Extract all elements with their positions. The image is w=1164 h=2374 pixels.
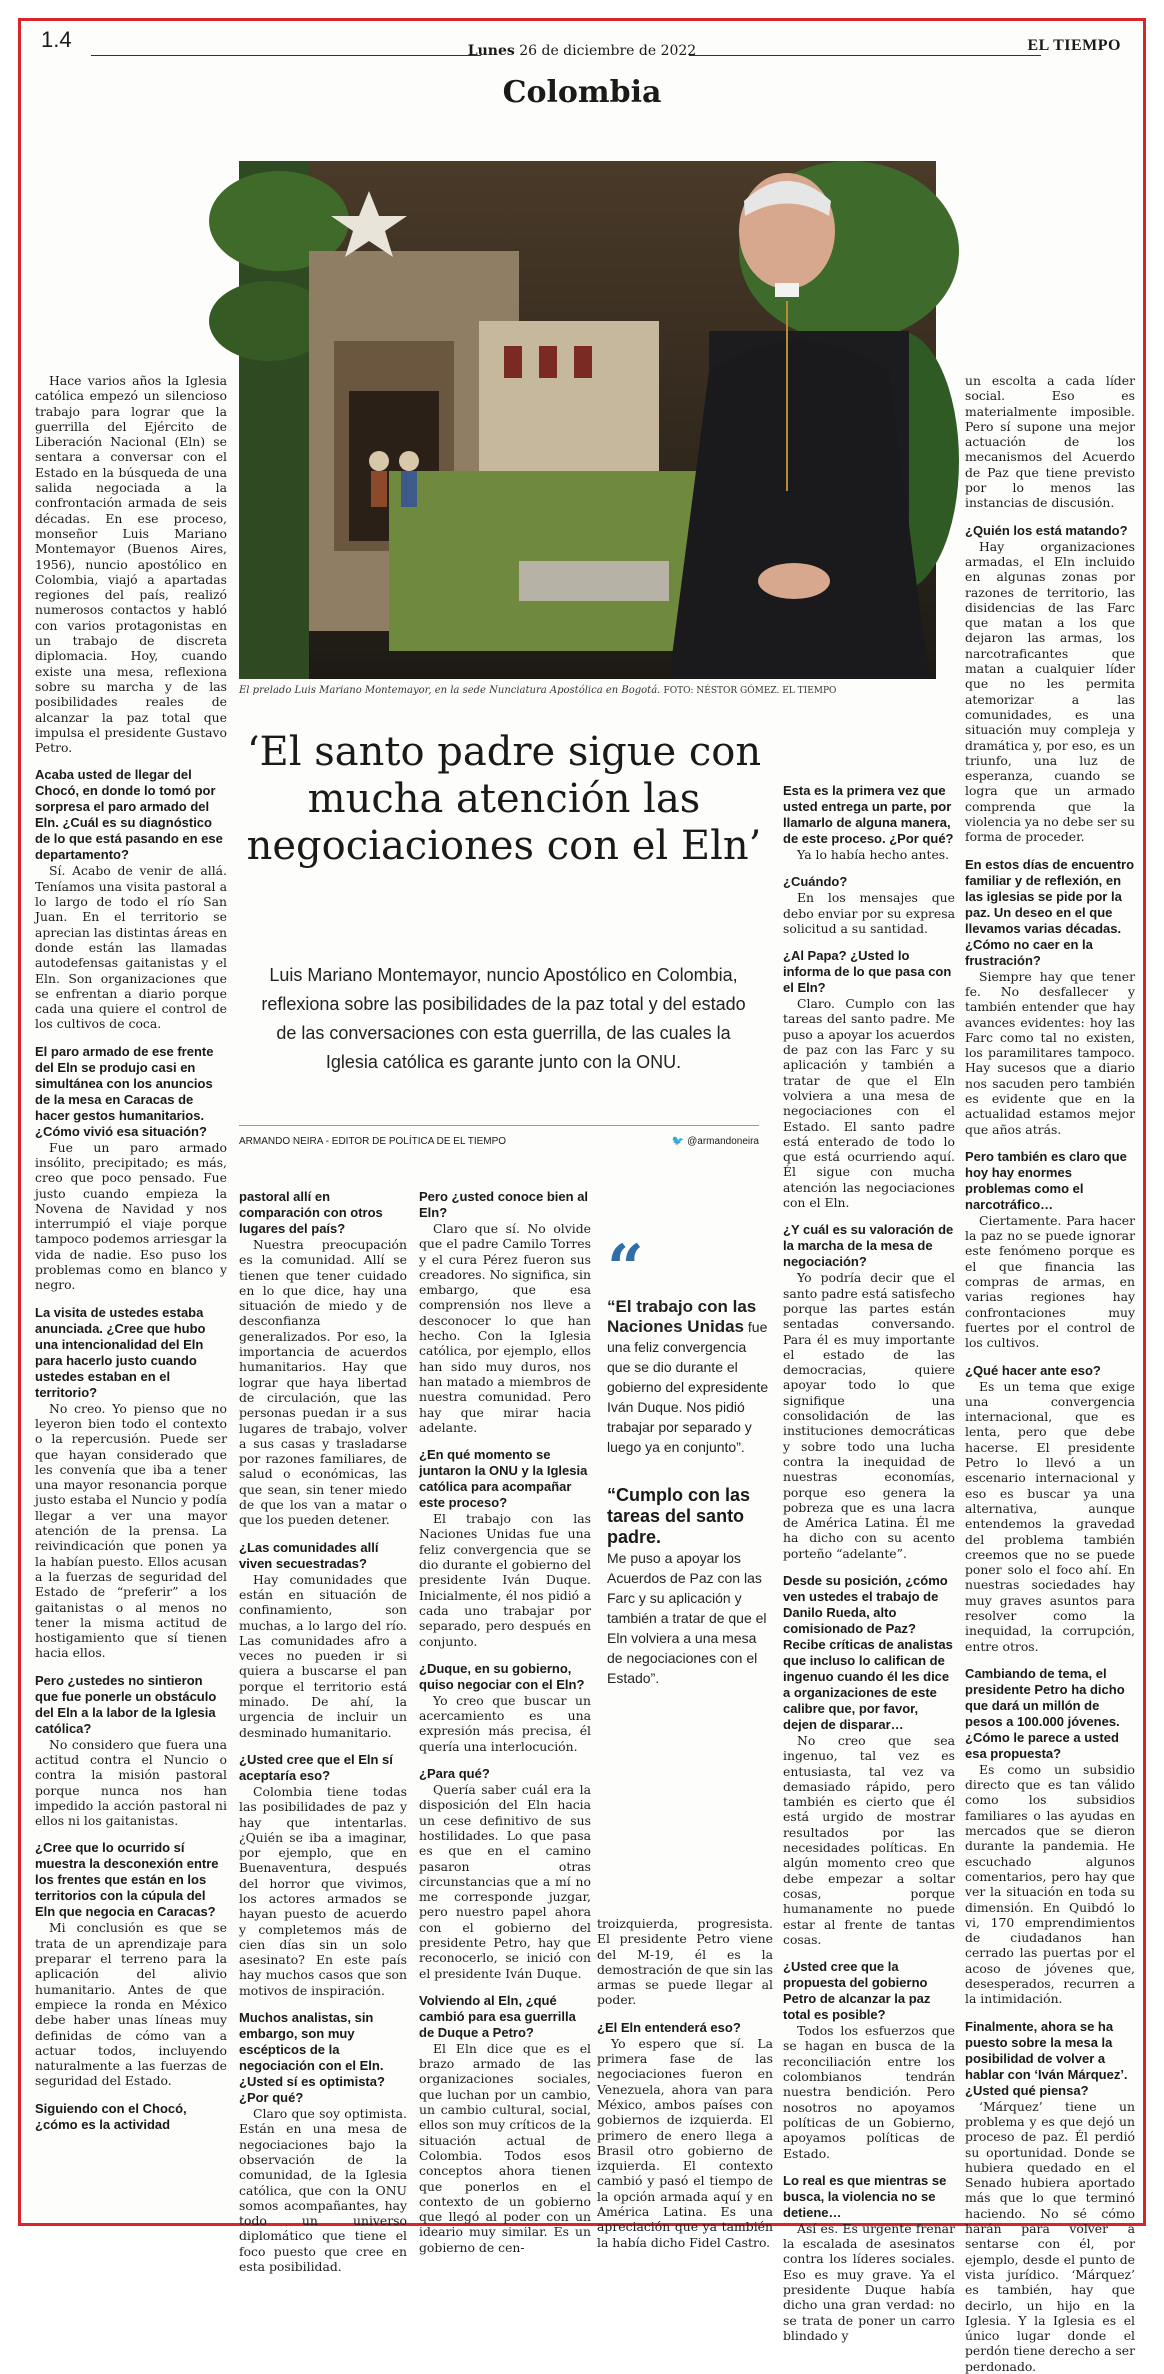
column-3	[419, 1189, 591, 2255]
headline: ‘El santo padre sigue con mucha atención las negociaciones con el Eln’	[246, 729, 762, 869]
photo-credit: FOTO: NÉSTOR GÓMEZ. EL TIEMPO	[663, 686, 837, 696]
answer-paragraph: Claro que soy optimista. Están en una mesa de negociaciones bajo la observación de la comunidad, de la Iglesia católica, que con la ONU somos acompañantes, hay todo un universo diplomático que tiene el foco puesto que cree en esta posibilidad.	[239, 2106, 407, 2275]
answer-paragraph: El trabajo con las Naciones Unidas fue una feliz convergencia que se dio durante el gobierno del presidente Iván Duque. Inicialmente, él nos pidió a cada uno trabajar por separado, pero después en conjunto.	[419, 1511, 591, 1649]
question: ¿Para qué?	[419, 1766, 490, 1782]
issue-date: Lunes 26 de diciembre de 2022	[467, 43, 697, 59]
column-4	[597, 1916, 773, 2250]
standfirst: Luis Mariano Montemayor, nuncio Apostólico en Colombia, reflexiona sobre las posibilidades de la paz total y del estado de las conversaciones con esta guerrilla, de las cuales la Iglesia católica es garante junto con la ONU.	[261, 965, 746, 1072]
answer-paragraph: Yo espero que sí. La primera fase de las negociaciones fueron en Venezuela, ahora van para México, ambos países con gobiernos de izquierda. El primero de enero llega a Brasil otro gobierno de izquierda. El contexto cambió y pasó el tiempo de la opción armada aquí y en América Latina. Es una apreciación que ya también la había dicho Fidel Castro.	[597, 2035, 773, 2250]
newspaper-brand: EL TIEMPO	[1027, 37, 1121, 54]
answer-paragraph: No considero que fuera una actitud contra el Nuncio o contra la misión pastoral porque nunca nos han impedido la acción pastoral ni ellos ni los gaitanistas.	[35, 1736, 227, 1829]
column-5	[783, 783, 955, 2343]
photo-caption: El prelado Luis Mariano Montemayor, en la sede Nunciatura Apostólica en Bogotá. FOTO: NÉSTOR GÓMEZ. EL TIEMPO	[239, 685, 837, 696]
author: ARMANDO NEIRA - EDITOR DE POLÍTICA DE EL TIEMPO	[239, 1136, 507, 1147]
question: Esta es la primera vez que usted entrega un parte, por llamarlo de alguna manera, de este proceso. ¿Por qué?	[783, 783, 954, 846]
question: Pero también es claro que hoy hay enormes problemas como el narcotráfico…	[965, 1148, 1127, 1212]
question: En estos días de encuentro familiar y de reflexión, en las iglesias se pide por la paz. Un deseo en el que llevamos varias décadas. ¿Cómo no caer en la frustración?	[965, 856, 1135, 968]
question: Siguiendo con el Chocó, ¿cómo es la actividad	[35, 2100, 187, 2132]
question: Volviendo al Eln, ¿qué cambió para esa guerrilla de Duque a Petro?	[419, 1992, 576, 2040]
answer-paragraph: Ya lo había hecho antes.	[797, 847, 950, 862]
answer-paragraph: Mi conclusión es que se trata de un aprendizaje para preparar el terreno para la aplicación del alivio humanitario. Antes de que empiece la ronda en México debe haber unas líneas muy definidas de cómo van a actuar todos, incluyendo naturalmente a las fuerzas de seguridad del Estado.	[35, 1920, 227, 2089]
column-6	[965, 373, 1135, 2374]
answer-paragraph: Ciertamente. Para hacer la paz no se puede ignorar este fenómeno porque es el que financia las compras de armas, en varias regiones hay confrontaciones muy fuertes por el control de los cultivos.	[965, 1212, 1135, 1351]
answer-paragraph: Siempre hay que tener fe. No desfallecer y también entender que hay avances evidentes: hoy las Farc como tal no existen, los paramilitares tampoco. Hay sucesos que a diario nos sacuden pero también es evidente que en la actualidad estamos mejor que años atrás.	[965, 968, 1135, 1137]
column-2	[239, 1189, 407, 2275]
byline	[239, 1125, 759, 1147]
answer-paragraph: Todos los esfuerzos que se hagan en busca de la reconciliación entre los colombianos tendrán nuestra bendición. Pero nosotros no apoyamos políticas de un Gobierno, apoyamos políticas de Estado.	[783, 2023, 955, 2161]
answer-paragraph: Yo podría decir que el santo padre está satisfecho porque las partes están sentadas conversando. Para él es muy importante el estado de las democracias, quiere apoyar todo lo que signifique una consolidación de las instituciones democráticas y sobre todo una lucha contra la inequidad de nuestras economías, porque eso genera la pobreza que es una lacra de América Latina. Él me ha dicho con su acento porteño “adelante”.	[783, 1270, 955, 1561]
pull-quote-body-2: Me puso a apoyar los Acuerdos de Paz con las Farc y su aplicación y también a tratar de que el Eln volviera a una mesa de negociaciones con el Estado”.	[607, 1550, 767, 1686]
answer-paragraph: El Eln dice que es el brazo armado de las organizaciones sociales, que luchan por un cambio, un cambio cultural, social, ellos son muy críticos de la situación actual de Colombia. Todos esos conceptos ahora tienen que ponerlos en el contexto de un gobierno que llegó al poder con un ideario muy similar. Es un gobierno de cen-	[419, 2040, 591, 2255]
question: ¿Quién los está matando?	[965, 522, 1128, 538]
question: Finalmente, ahora se ha puesto sobre la mesa la posibilidad de volver a hablar con ‘Iván Márquez’. ¿Usted qué piensa?	[965, 2018, 1128, 2098]
question: Muchos analistas, sin embargo, son muy escépticos de la negociación con el Eln. ¿Usted sí es optimista? ¿Por qué?	[239, 2010, 385, 2106]
answer-paragraph: Fue un paro armado insólito, precipitado; es más, creo que poco pensado. Fue justo cuando empieza la Novena de Navidad y nos interrumpió el viaje porque tampoco podemos arriesgar la vida de nadie. Eso puso los problemas como en blanco y negro.	[35, 1139, 227, 1293]
quote-icon: “	[607, 1231, 644, 1306]
question: Desde su posición, ¿cómo ven ustedes el trabajo de Danilo Rueda, alto comisionado de Paz? Recibe críticas de analistas que incluso lo califican de ingenuo cuando él les dice a organizaciones de este calibre que, por favor, dejen de disparar…	[783, 1572, 953, 1732]
answer-paragraph: troizquierda, progresista. El presidente Petro viene del M-19, él es la demostración de que sin las armas se puede llegar al poder.	[597, 1916, 773, 2008]
question: ¿En qué momento se juntaron la ONU y la Iglesia católica para acompañar este proceso?	[419, 1447, 588, 1511]
answer-paragraph: Sí. Acabo de venir de allá. Teníamos una visita pastoral a lo largo de todo el río San Juan. En el territorio se aprecian las distintas áreas en donde están las llamadas autodefensas gaitanistas y el Eln. Son organizaciones que se enfrentan a diario porque cada una quiere el control de los cultivos de coca.	[35, 863, 227, 1032]
question: ¿Qué hacer ante eso?	[965, 1362, 1101, 1378]
question: ¿Cuándo?	[783, 874, 848, 890]
pull-quote-lead-1: “El trabajo con las Naciones Unidas	[607, 1297, 757, 1336]
question: ¿Y cuál es su valoración de la marcha de la mesa de negociación?	[783, 1222, 954, 1270]
answer-paragraph: Es un tema que exige una convergencia internacional, que es lenta, pero que debe hacerse. El presidente Petro lo llevó a un escenario internacional y eso es buscar ya una alternativa, aunque entendemos la gravedad del problema también creemos que no se puede poner solo el foco ahí. En nuestras sociedades hay muy graves asuntos para resolver como la inequidad, la corrupción, entre otros.	[965, 1378, 1135, 1654]
question: La visita de ustedes estaba anunciada. ¿Cree que hubo una intencionalidad del Eln para hacerlo justo cuando ustedes estaban en el territorio?	[35, 1304, 206, 1400]
nuncio-photo	[239, 161, 936, 679]
answer-paragraph: Hay comunidades que están en situación de confinamiento, son muchas, a lo largo del río. Las comunidades afro a veces no pueden ir si quiera a buscarse el pan porque el territorio está minado. De ahí, la urgencia de incluir un desminado humanitario.	[239, 1571, 407, 1740]
question: ¿Cree que lo ocurrido sí muestra la desconexión entre los frentes que están en los territorios con la cúpula del Eln que negocia en Caracas?	[35, 1840, 219, 1920]
answer-paragraph: Claro. Cumplo con las tareas del santo padre. Me puso a apoyar los acuerdos de paz con las Farc y su aplicación y también a tratar de que el Eln volviera a una mesa de negociaciones con el Estado. El santo padre está enterado de todo lo que está ocurriendo aquí. Él sigue con mucha atención las negociaciones con el Eln.	[783, 996, 955, 1211]
answer-paragraph: No creo. Yo pienso que no leyeron bien todo el contexto o la repercusión. Puede ser que hayan considerado que les convenía que iba a tener una mayor resonancia porque justo estaba el Nuncio y podía llegar a ver una mayor atención de la prensa. La reivindicación que ponen ya la habían puesto. Ellos acusan a la fuerzas de seguridad del Estado de “preferir” a los gaitanistas o al menos no tener la misma actitud de hostigamiento que sí tienen hacia ellos.	[35, 1400, 227, 1661]
answer-paragraph: Yo creo que buscar un acercamiento es una expresión más precisa, él quería una interlocución.	[419, 1692, 591, 1754]
section-title: Colombia	[502, 75, 662, 110]
answer-paragraph: Hace varios años la Iglesia católica empezó un silencioso trabajo para lograr que la guerrilla del Ejército de Liberación Nacional (Eln) se sentara a conversar con el Estado en la búsqueda de una salida negociada a la confrontación armada de seis décadas. En ese proceso, monseñor Luis Mariano Montemayor (Buenos Aires, 1956), nuncio apostólico en Colombia, viajó a apartadas regiones del país, realizó numerosos contactos y habló con varios protagonistas en un trabajo de discreta diplomacia. Hoy, cuando existe una mesa, reflexiona sobre su marcha y de las posibilidades reales de alcanzar la paz total que impulsa el presidente Gustavo Petro.	[35, 373, 227, 756]
question: ¿Al Papa? ¿Usted lo informa de lo que pasa con el Eln?	[783, 948, 952, 996]
question: pastoral allí en comparación con otros lugares del país?	[239, 1189, 383, 1236]
answer-paragraph: Colombia tiene todas las posibilidades de paz y hay que intentarlas. ¿Quién se iba a imaginar, por ejemplo, que en Buenaventura, después del horror que vivimos, los actores armados se hayan puesto de acuerdo y completemos más de cien días sin un solo asesinato? En este país hay muchos casos que son motivos de inspiración.	[239, 1783, 407, 1998]
answer-paragraph: Así es. Es urgente frenar la escalada de asesinatos contra los líderes sociales. Eso es muy grave. Ya el presidente Duque había dicho una gran verdad: no se trata de poner un carro blindado y	[783, 2220, 955, 2343]
answer-paragraph: Hay organizaciones armadas, el Eln incluido en algunas zonas por razones de territorio, las disidencias de las Farc que matan a los que dejaron las armas, los narcotraficantes que matan a cualquier líder que no les permita atemorizar a las comunidades, es una situación muy compleja y dramática y, por eso, es un triunfo, una luz de esperanza, cuando se logra que un armado comprenda que la violencia ya no debe ser su forma de proceder.	[965, 538, 1135, 845]
question: ¿Usted cree que la propuesta del gobierno Petro de alcanzar la paz total es posible?	[783, 1959, 931, 2023]
answer-paragraph: Es como un subsidio directo que es tan válido como los subsidios familiares o las ayudas en mercados que se dieron durante la pandemia. He escuchado algunos comentarios, pero hay que ver la situación en toda su dimensión. En Quibdó lo vi, 170 emprendimientos de ciudadanos han cerrado las puertas por el acoso de jóvenes que, desesperados, recurren a la intimidación.	[965, 1761, 1135, 2007]
column-1	[35, 373, 227, 2223]
pull-quote	[607, 1231, 769, 1688]
question: ¿El Eln entenderá eso?	[597, 2019, 741, 2035]
question: Cambiando de tema, el presidente Petro ha dicho que dará un millón de pesos a 100.000 jóvenes. ¿Cómo le parece a usted esa propuesta?	[965, 1665, 1125, 1761]
question: Acaba usted de llegar del Chocó, en donde lo tomó por sorpresa el paro armado del Eln. ¿Cuál es su diagnóstico de lo que está pasando en ese departamento?	[35, 767, 223, 863]
question: Pero ¿ustedes no sintieron que fue ponerle un obstáculo del Eln a la labor de la Iglesia católica?	[35, 1672, 217, 1736]
answer-paragraph: Quería saber cuál era la disposición del Eln hacia un cese definitivo de sus hostilidades. Lo que pasa es que en el camino pasaron otras circunstancias que a mí no me corresponde juzgar, pero nuestro papel ahora con el gobierno del presidente Petro, hay que reconocerlo, se inició con el presidente Iván Duque.	[419, 1782, 591, 1981]
question: ¿Las comunidades allí viven secuestradas?	[239, 1539, 379, 1571]
twitter-icon: 🐦	[671, 1136, 685, 1147]
answer-paragraph: En los mensajes que debo enviar por su expresa solicitud a su santidad.	[783, 890, 955, 936]
page-number: 1.4	[41, 27, 72, 52]
pull-quote-body-1: fue una feliz convergencia que se dio durante el gobierno del expresidente Iván Duque. Nos pidió trabajar por separado y luego ya en conjunto”.	[607, 1319, 769, 1455]
answer-paragraph: Claro que sí. No olvide que el padre Camilo Torres y el cura Pérez fueron sus creadores. No significa, sin embargo, que esa comprensión nos lleve a desconocer lo que han hecho. Con la Iglesia católica, por ejemplo, ellos han sido muy duros, nos han matado a miembros de nuestra comunidad. Pero hay que mirar hacia adelante.	[419, 1221, 591, 1435]
answer-paragraph: ‘Márquez’ tiene un problema y es que dejó un proceso de paz. Él perdió su oportunidad. Donde se hubiera quedado en el Senado hubiera aportado más que lo que terminó haciendo. No sé cómo harán para volver a sentarse con él, por ejemplo, desde el punto de vista jurídico. ‘Márquez’ es también, hay que decirlo, un hijo en la Iglesia. Y la Iglesia es el único lugar donde el perdón tiene derecho a ser perdonado.	[965, 2098, 1135, 2374]
question: ¿Duque, en su gobierno, quiso negociar con el Eln?	[419, 1660, 585, 1692]
question: Pero ¿usted conoce bien al Eln?	[419, 1189, 589, 1220]
newspaper-page	[18, 18, 1146, 2374]
answer-paragraph: un escolta a cada líder social. Eso es materialmente imposible. Pero sí supone una mejor actuación de los mecanismos del Acuerdo de Paz que tiene previsto por lo menos las instancias de discusión.	[965, 373, 1135, 511]
answer-paragraph: No creo que sea ingenuo, tal vez es entusiasta, tal vez va demasiado rápido, pero también es cierto que él está urgido de mostrar resultados por las necesidades políticas. En algún momento creo que debe empezar a soltar cosas, porque humanamente no puede estar al frente de tantas cosas.	[783, 1732, 955, 1947]
answer-paragraph: Nuestra preocupación es la comunidad. Allí se tienen que tener cuidado en lo que dice, hay una situación de miedo y de desconfianza generalizados. Por eso, la importancia de acuerdos humanitarios. Hay que lograr que haya libertad de circulación, que las personas puedan ir a sus lugares de trabajo, volver a sus casas y trasladarse por razones familiares, de salud o económicas, las que sean, sin tener miedo de que los van a matar o que los pueden detener.	[239, 1237, 407, 1528]
question: ¿Usted cree que el Eln sí aceptaría eso?	[239, 1751, 393, 1783]
photo-illustration	[239, 161, 936, 679]
question: El paro armado de ese frente del Eln se produjo casi en simultánea con los anuncios de la mesa en Caracas de hacer gestos humanitarios. ¿Cómo vivió esa situación?	[35, 1043, 214, 1139]
twitter-handle: 🐦 @armandoneira	[671, 1136, 759, 1147]
pull-quote-lead-2: “Cumplo con las tareas del santo padre.	[607, 1485, 751, 1547]
question: Lo real es que mientras se busca, la violencia no se detiene…	[783, 2172, 947, 2220]
